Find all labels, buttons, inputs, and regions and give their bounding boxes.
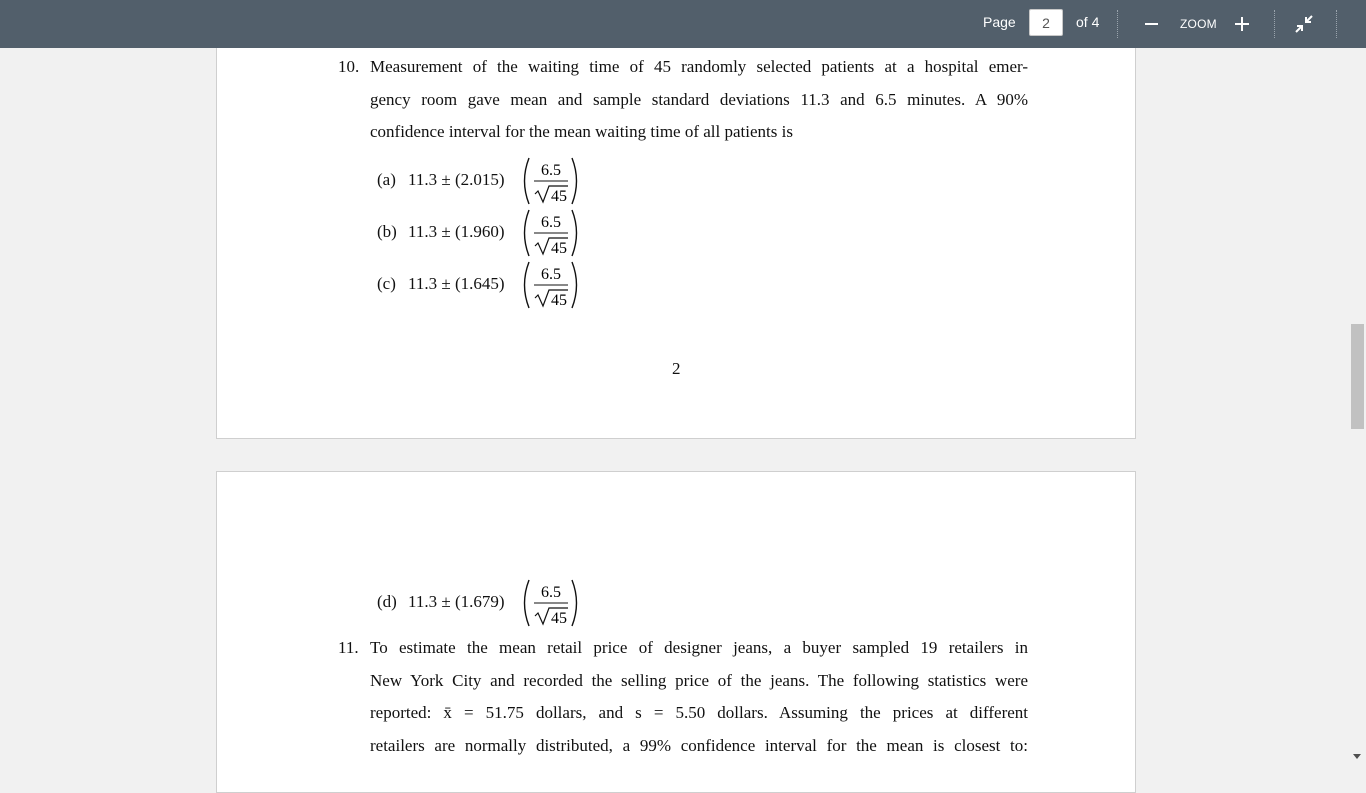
option-expression: 11.3 ± (1.960) xyxy=(408,222,505,241)
question-10-line-3: confidence interval for the mean waiting time of all patients is xyxy=(370,122,793,141)
fraction-formula xyxy=(519,578,581,628)
question-11-line-1: To estimate the mean retail price of designer jeans, a buyer sampled 19 retailers in xyxy=(370,638,1028,657)
option-expression: 11.3 ± (1.679) xyxy=(408,592,505,611)
pdf-page-2 xyxy=(216,0,1136,439)
denominator: 45 xyxy=(551,610,567,627)
option-label: (d) xyxy=(377,592,397,611)
denominator: 45 xyxy=(551,240,567,257)
question-10-number: 10. xyxy=(338,57,360,76)
plus-icon xyxy=(1230,12,1254,36)
fraction-formula xyxy=(519,208,581,258)
fraction-formula xyxy=(519,156,581,206)
pdf-page-3 xyxy=(216,471,1136,793)
option-expression: 11.3 ± (2.015) xyxy=(408,170,505,189)
denominator: 45 xyxy=(551,292,567,309)
question-10-line-2: gency room gave mean and sample standard deviations 11.3 and 6.5 minutes. A 90% xyxy=(370,90,1028,109)
page-label: Page xyxy=(983,14,1016,30)
pdf-toolbar xyxy=(0,0,1366,48)
zoom-in-button[interactable] xyxy=(1230,12,1254,36)
numerator: 6.5 xyxy=(541,214,561,231)
question-11-line-3: reported: x̄ = 51.75 dollars, and s = 5.50 dollars. Assuming the prices at different xyxy=(370,703,1028,722)
numerator: 6.5 xyxy=(541,584,561,601)
numerator: 6.5 xyxy=(541,162,561,179)
option-label: (c) xyxy=(377,274,396,293)
minus-icon xyxy=(1140,12,1164,36)
numerator: 6.5 xyxy=(541,266,561,283)
question-11-number: 11. xyxy=(338,638,359,657)
page-count-label: of 4 xyxy=(1076,14,1100,30)
question-11-line-2: New York City and recorded the selling price of the jeans. The following statistics were xyxy=(370,671,1028,690)
toolbar-divider xyxy=(1336,10,1337,38)
toolbar-divider xyxy=(1274,10,1275,38)
denominator: 45 xyxy=(551,188,567,205)
exit-fullscreen-button[interactable] xyxy=(1292,12,1316,36)
option-label: (a) xyxy=(377,170,396,189)
page-number-input[interactable] xyxy=(1029,9,1063,36)
page-number: 2 xyxy=(672,359,681,378)
zoom-out-button[interactable] xyxy=(1140,12,1164,36)
collapse-icon xyxy=(1292,12,1316,36)
question-11-line-4: retailers are normally distributed, a 99% confidence interval for the mean is closest to: xyxy=(370,736,1028,755)
vertical-scrollbar[interactable] xyxy=(1349,48,1366,768)
option-label: (b) xyxy=(377,222,397,241)
toolbar-divider xyxy=(1117,10,1118,38)
zoom-label: ZOOM xyxy=(1180,17,1217,31)
fraction-formula xyxy=(519,260,581,310)
scrollbar-thumb[interactable] xyxy=(1351,324,1364,429)
scroll-down-arrow-icon[interactable] xyxy=(1353,754,1361,759)
option-expression: 11.3 ± (1.645) xyxy=(408,274,505,293)
question-10-line-1: Measurement of the waiting time of 45 randomly selected patients at a hospital emer- xyxy=(370,57,1028,76)
